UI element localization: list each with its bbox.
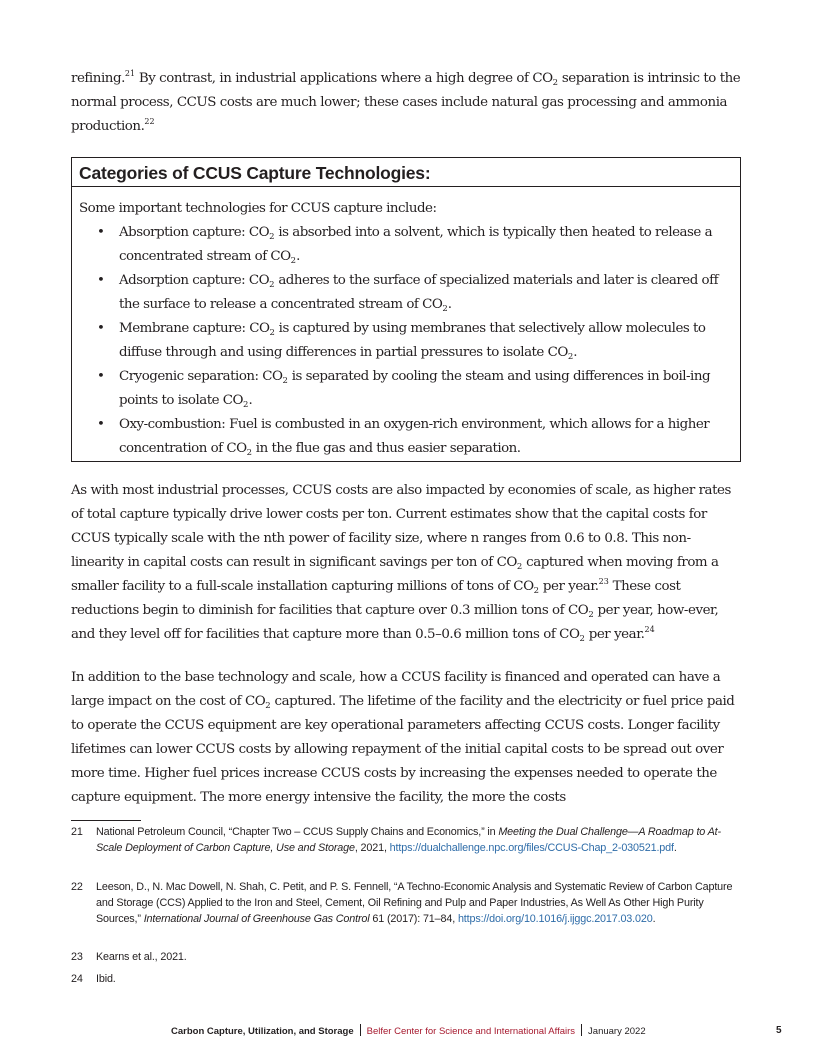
footer-separator [360,1024,361,1036]
footer-report-title: Carbon Capture, Utilization, and Storage [171,1026,354,1037]
bullet-icon: • [97,273,105,288]
list-item-adsorption: • Adsorption capture: $CO_2$ adheres to the surface of specialized materials and later is cleared off the surface to release a concentrated stream of $CO_2$. [79,269,734,317]
footnote-divider [71,820,141,821]
box-intro: Some important technologies for CCUS capture include: [79,201,437,216]
footnote-ref-21[interactable]: 21 [124,69,136,78]
footnote-number: 24 [71,973,83,985]
capture-technologies-box [71,157,741,462]
footnote-link[interactable]: https://dualchallenge.npc.org/files/CCUS-Chap_2-030521.pdf [389,842,674,854]
bullet-icon: • [97,321,105,336]
list-item-oxy-combustion: • Oxy-combustion: Fuel is combusted in an oxygen-rich environment, which allows for a higher concentration of $CO_2$ in the flue gas and thus easier separation. [79,413,734,461]
footnote-number: 23 [71,951,83,963]
scale-paragraph: As with most industrial processes, CCUS costs are also impacted by economies of scale, as higher rates of total capture typically drive lower costs per ton. Current estimates show that the capital costs for CCUS typically scale with the nth power of facility size, where n ranges from 0.6 to 0.8. This non-linearity in capital costs can result in significant savings per ton of $CO_2$ captured when moving from a smaller facility to a full-scale installation capturing millions of tons of $CO_2$ per year.$^{23}$ These cost reductions begin to diminish for facilities that capture over 0.3 million tons of $CO_2$ per year, how-ever, and they level off for facilities that capture more than 0.5–0.6 million tons of $CO_2$ per year.$^{24}$ [71,483,731,644]
box-divider [72,186,740,187]
footer-text [171,1024,646,1039]
footnote-21: 21 National Petroleum Council, “Chapter Two – CCUS Supply Chains and Economics,” in Meeting the Dual Challenge—A Roadmap to At-Scale Deployment of Carbon Capture, Use and Storage, 2021, https://dualchallenge.npc.org/files/CCUS-Chap_2-030521.pdf. [71,826,721,854]
footnote-ref-22[interactable]: 22 [144,117,155,126]
footer-date: January 2022 [588,1026,646,1037]
footnote-ref-23[interactable]: 23 [598,577,609,586]
list-item-membrane: • Membrane capture: $CO_2$ is captured by using membranes that selectively allow molecules to diffuse through and using differences in partial pressures to isolate $CO_2$. [79,317,734,365]
list-item-absorption: • Absorption capture: $CO_2$ is absorbed into a solvent, which is typically then heated to release a concentrated stream of $CO_2$. [79,221,734,269]
box-title: Categories of CCUS Capture Technologies: [79,163,431,183]
list-item-cryogenic: • Cryogenic separation: $CO_2$ is separated by cooling the steam and using differences in boil-ing points to isolate $CO_2$. [79,365,734,413]
technology-list [79,221,734,461]
footnote-number: 22 [71,881,83,893]
page-number: 5 [776,1025,782,1036]
bullet-icon: • [97,417,105,432]
financing-paragraph: In addition to the base technology and scale, how a CCUS facility is financed and operated can have a large impact on the cost of $CO_2$ captured. The lifetime of the facility and the electricity or fuel price paid to operate the CCUS equipment are key operational parameters affecting CCUS costs. Longer facility lifetimes can lower CCUS costs by allowing repayment of the initial capital costs to be spread out over more time. Higher fuel prices increase CCUS costs by increasing the expenses needed to operate the capture equipment. The more energy intensive the facility, the more the costs [71,670,735,805]
intro-paragraph: refining.$^{21}$ By contrast, in industrial applications where a high degree of $CO_2$ separation is intrinsic to the normal process, CCUS costs are much lower; these cases include natural gas processing and ammonia production.$^{22}$ [71,69,741,134]
footer-organization: Belfer Center for Science and International Affairs [366,1026,576,1037]
footnote-ref-24[interactable]: 24 [644,625,655,634]
footer-separator [581,1024,582,1036]
footnote-22: 22 Leeson, D., N. Mac Dowell, N. Shah, C. Petit, and P. S. Fennell, “A Techno-Economic Analysis and Systematic Review of Carbon Capture and Storage (CCS) Applied to the Iron and Steel, Cement, Oil Refining and Pulp and Paper Industries, As Well As Other High Purity Sources,” International Journal of Greenhouse Gas Control 61 (2017): 71–84, https://doi.org/10.1016/j.ijggc.2017.03.020. [71,881,733,925]
footnote-24: 24 Ibid. [71,973,116,985]
bullet-icon: • [97,225,105,240]
footnote-number: 21 [71,826,83,838]
box-body [79,197,734,461]
footnote-23: 23 Kearns et al., 2021. [71,951,187,963]
bullet-icon: • [97,369,105,384]
footnote-link[interactable]: https://doi.org/10.1016/j.ijggc.2017.03.020 [457,913,653,925]
